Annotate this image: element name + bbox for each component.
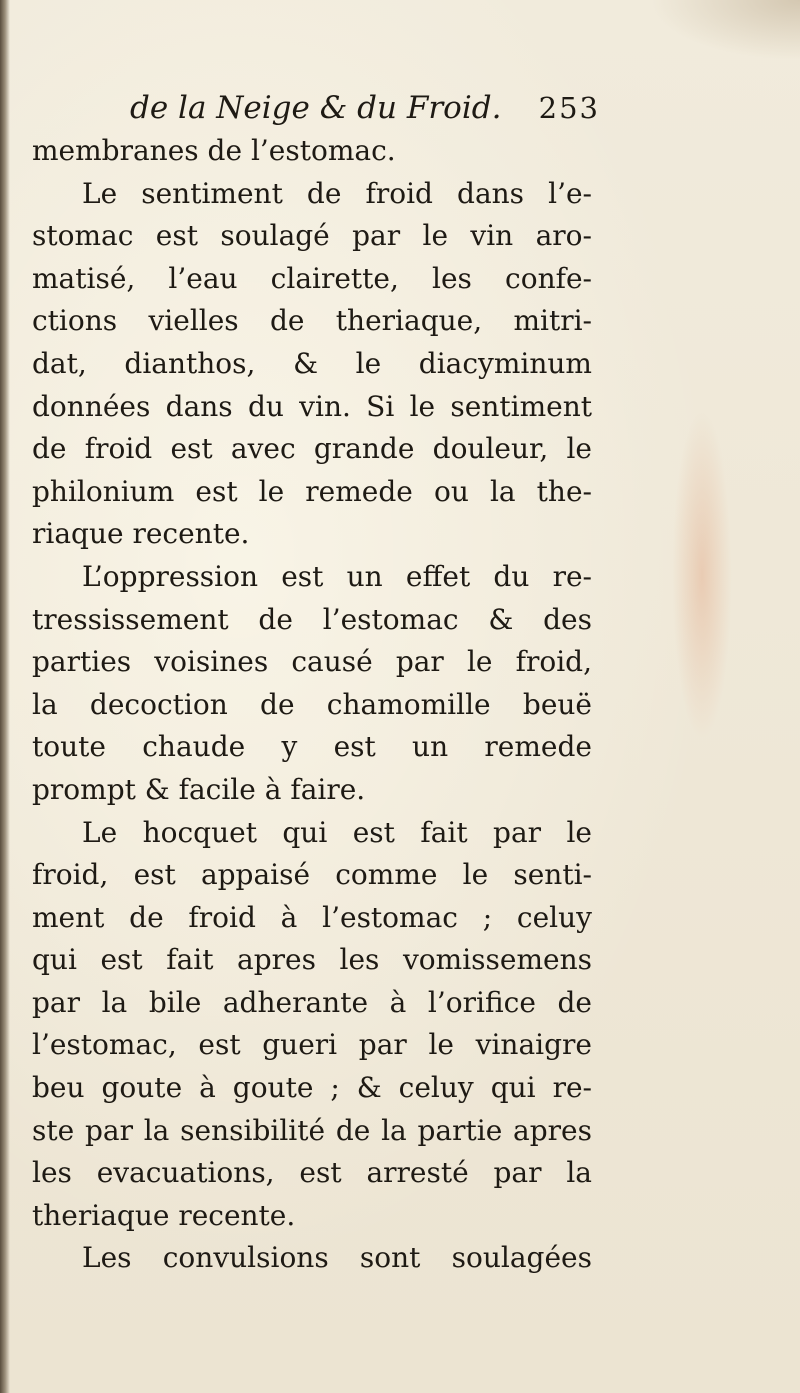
running-title: de la Neige & du Froid. bbox=[130, 90, 502, 126]
text-line: données dans du vin. Si le sentiment bbox=[32, 389, 592, 423]
text-line: Le sentiment de froid dans l’e- bbox=[82, 176, 592, 210]
text-line: ste par la sensibilité de la partie apres bbox=[32, 1113, 592, 1147]
text-line: Les convulsions sont soulagées bbox=[82, 1241, 592, 1275]
text-line: riaque recente. bbox=[32, 517, 250, 551]
text-line: de froid est avec grande douleur, le bbox=[32, 432, 592, 466]
page-gutter bbox=[0, 0, 10, 1393]
text-line: parties voisines causé par le froid, bbox=[32, 645, 592, 679]
text-line: ment de froid à l’estomac ; celuy bbox=[32, 900, 592, 934]
text-line: philonium est le remede ou la the- bbox=[32, 474, 592, 508]
text-line: beu goute à goute ; & celuy qui re- bbox=[32, 1071, 592, 1105]
page-number: 253 bbox=[538, 91, 600, 125]
paper-stain bbox=[672, 410, 732, 740]
text-line: Le hocquet qui est fait par le bbox=[82, 815, 592, 849]
text-line: membranes de l’estomac. bbox=[32, 134, 396, 167]
text-line: qui est fait apres les vomissemens bbox=[32, 943, 592, 977]
text-line: par la bile adherante à l’orifice de bbox=[32, 985, 592, 1019]
text-line: toute chaude y est un remede bbox=[32, 730, 592, 764]
text-line: L’oppression est un effet du re- bbox=[82, 559, 592, 593]
text-line: l’estomac, est gueri par le vinaigre bbox=[32, 1028, 592, 1062]
text-line: la decoction de chamomille beuë bbox=[32, 687, 592, 721]
body-text bbox=[32, 130, 592, 1280]
text-line: theriaque recente. bbox=[32, 1198, 296, 1232]
text-line: ctions vielles de theriaque, mitri- bbox=[32, 304, 592, 338]
text-line: matisé, l’eau clairette, les confe- bbox=[32, 261, 592, 295]
text-line: dat, dianthos, & le diacyminum bbox=[32, 346, 592, 380]
page-header bbox=[130, 86, 600, 130]
page-corner-wear bbox=[650, 0, 800, 60]
text-line: froid, est appaisé comme le senti- bbox=[32, 858, 592, 892]
text-line: tressissement de l’estomac & des bbox=[32, 602, 592, 636]
text-line: les evacuations, est arresté par la bbox=[32, 1156, 592, 1190]
text-line: stomac est soulagé par le vin aro- bbox=[32, 219, 592, 253]
text-line: prompt & facile à faire. bbox=[32, 772, 366, 806]
